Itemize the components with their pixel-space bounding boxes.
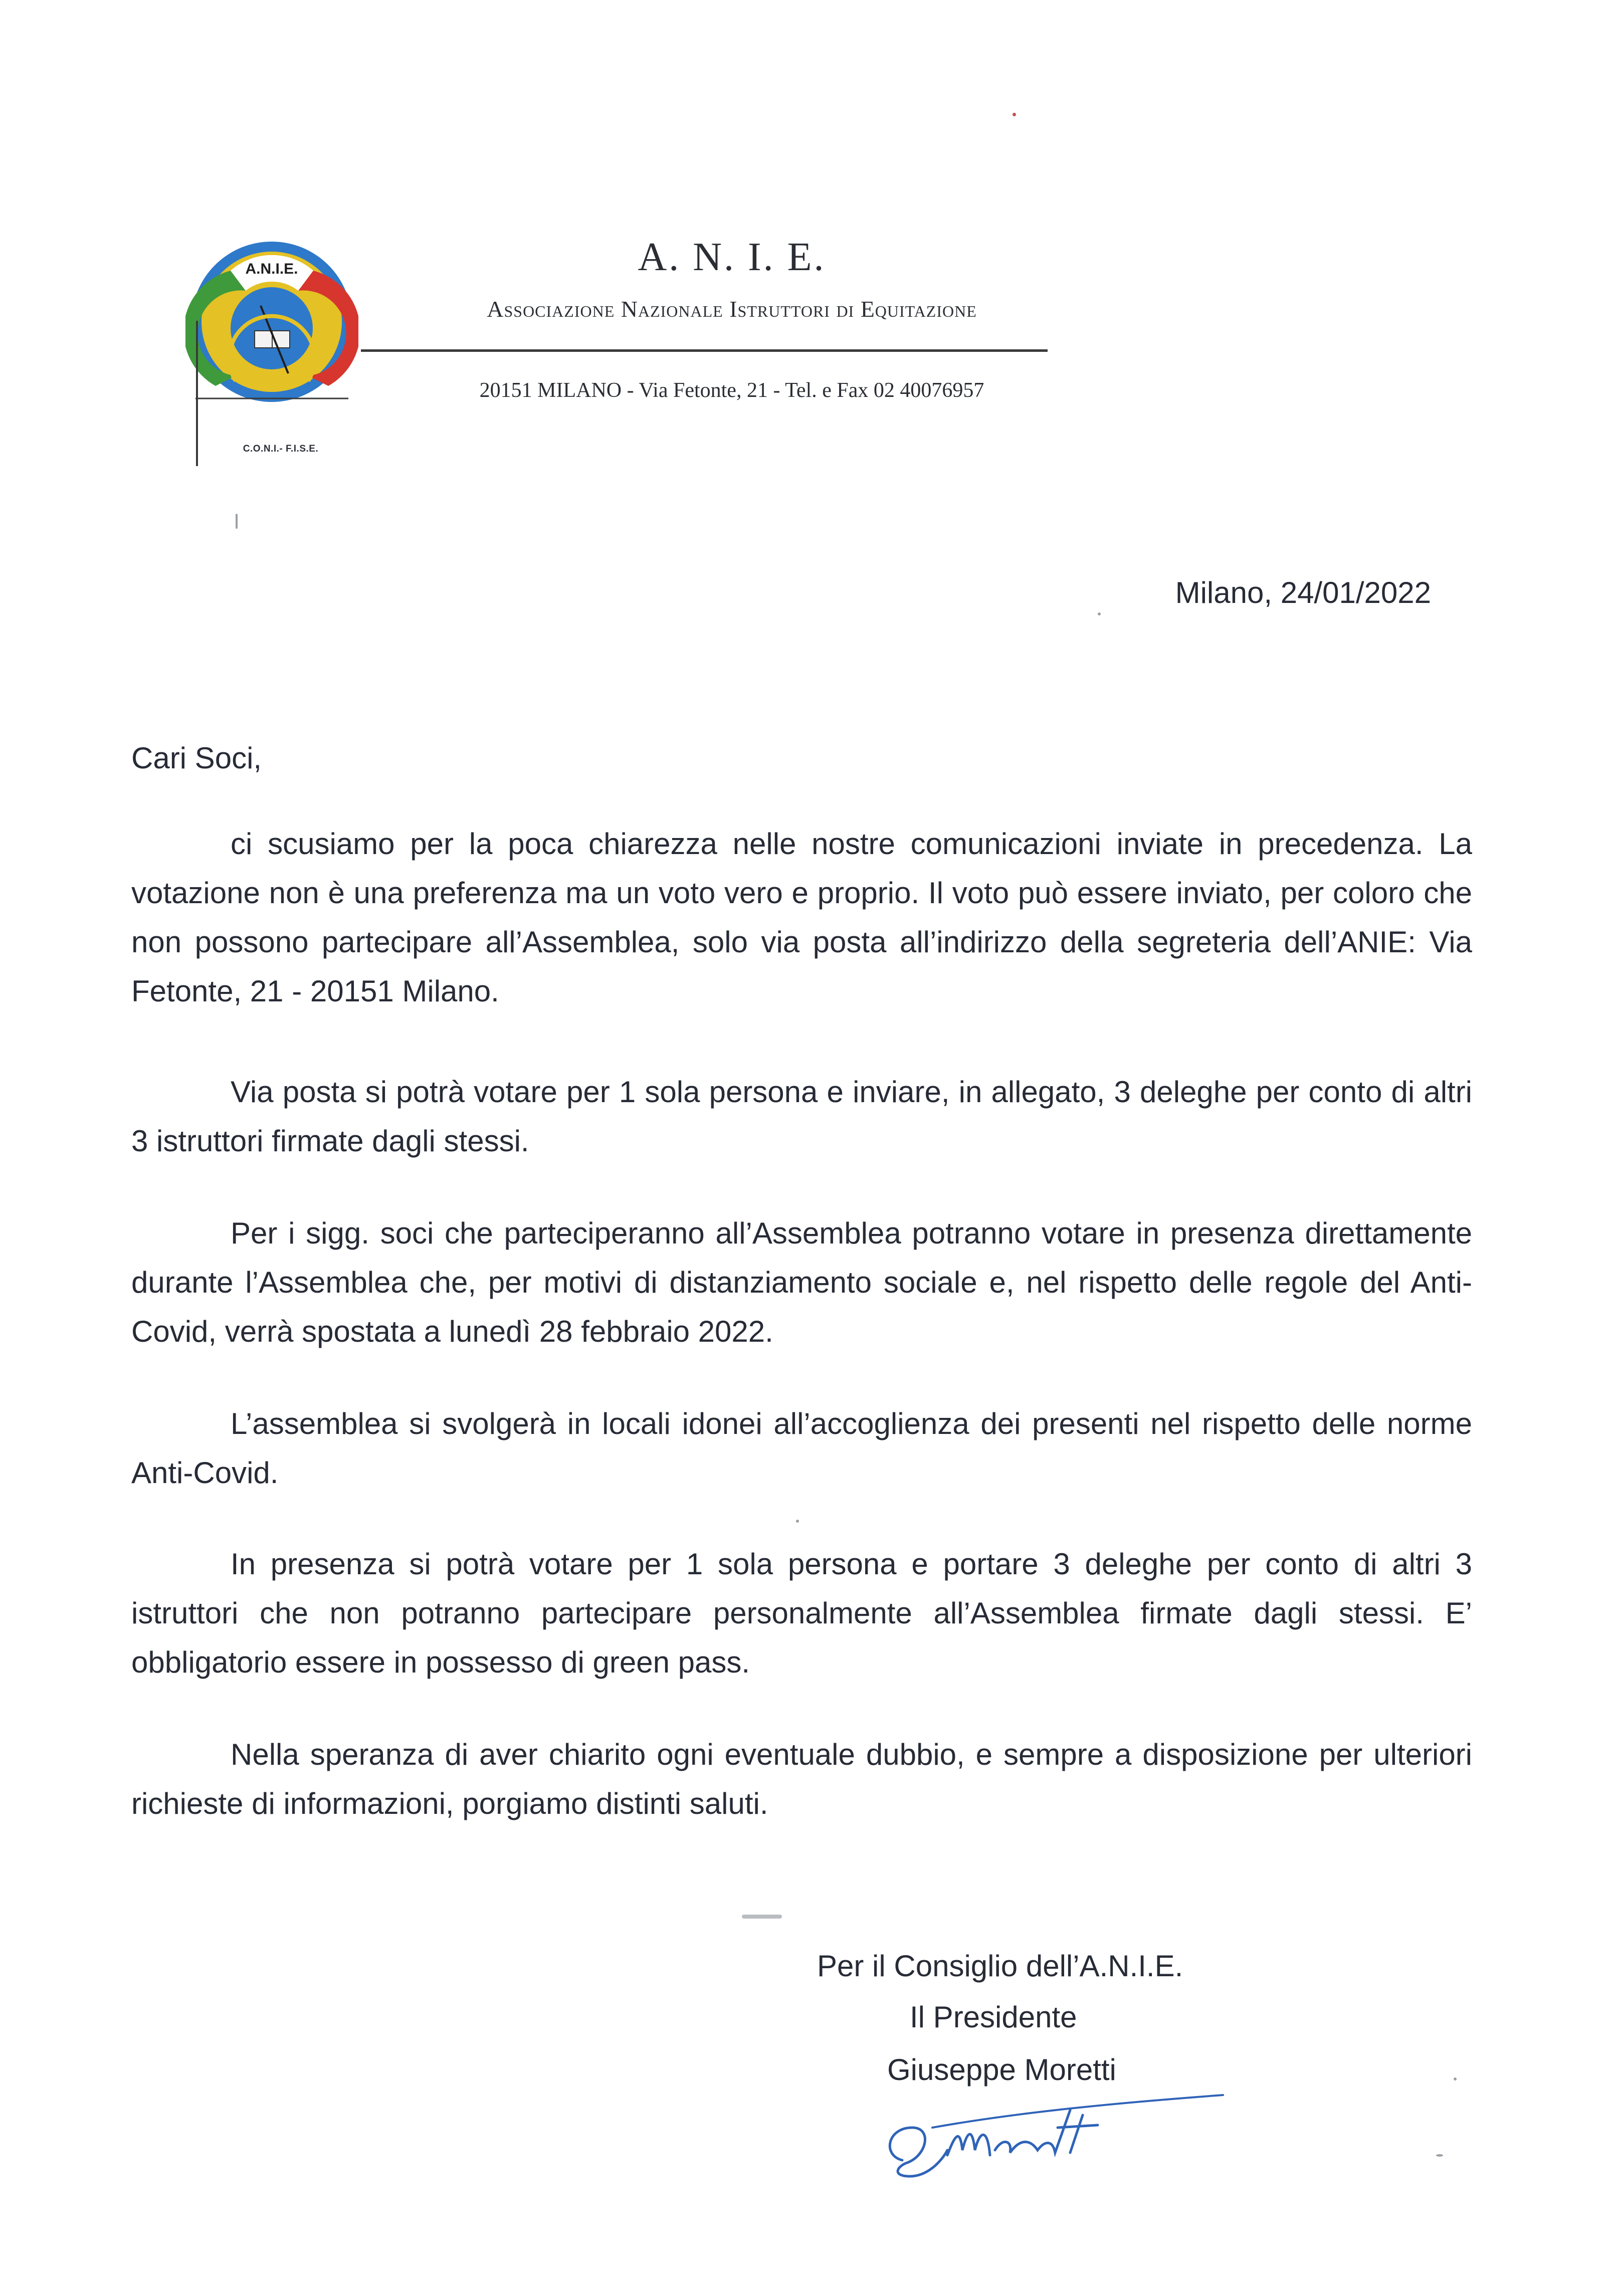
letter-paragraph-4: L’assemblea si svolgerà in locali idonei all’accoglienza dei presenti nel rispetto delle norme Anti-Covid.: [131, 1407, 1472, 1490]
scan-speck: [1013, 113, 1016, 116]
scan-speck: [1436, 2154, 1443, 2157]
signature-underline: [932, 2095, 1223, 2128]
organization-name: Associazione Nazionale Istruttori di Equitazione: [487, 296, 977, 322]
organization-acronym: A. N. I. E.: [638, 235, 826, 279]
signature-title: Il Presidente: [910, 2000, 1077, 2034]
signature-stroke-g: [890, 2128, 947, 2176]
letter-greeting: Cari Soci,: [131, 741, 262, 775]
scan-speck: [742, 1915, 782, 1919]
scan-speck: [1454, 2077, 1457, 2080]
letter-paragraph-3: Per i sigg. soci che parteciperanno all’Assemblea potranno votare in presenza direttamente durante l’Assemblea che, per motivi di distanziamento sociale e, nel rispetto delle regole del Anti-Covid, verrà spostata a lunedì 28 febbraio 2022.: [131, 1216, 1472, 1348]
logo-badge-text: A.N.I.E.: [245, 261, 298, 277]
signature-council-line: Per il Consiglio dell’A.N.I.E.: [817, 1949, 1183, 1983]
signature-stroke-m: [947, 2134, 990, 2155]
handwritten-signature: [872, 2080, 1233, 2185]
logo-caption: C.O.N.I.- F.I.S.E.: [243, 444, 319, 454]
letter-date: Milano, 24/01/2022: [1175, 576, 1431, 609]
signature-name: Giuseppe Moretti: [887, 2053, 1116, 2086]
letter-paragraph-1: ci scusiamo per la poca chiarezza nelle nostre comunicazioni inviate in precedenza. La votazione non è una preferenza ma un voto vero e proprio. Il voto può essere inviato, per coloro che non possono partecipare all’Assemblea, solo via posta all’indirizzo della segreteria dell’ANIE: Via Fetonte, 21 - 20151 Milano.: [131, 827, 1472, 1008]
scan-speck: [796, 1520, 799, 1523]
letter-paragraph-5: In presenza si potrà votare per 1 sola persona e portare 3 deleghe per conto di altri 3 istruttori che non potranno partecipare personalmente all’Assemblea firmate dagli stessi. E’ obbligatorio essere in possesso di green pass.: [131, 1547, 1472, 1679]
scan-speck: [1098, 612, 1101, 615]
organization-address: 20151 MILANO - Via Fetonte, 21 - Tel. e Fax 02 40076957: [479, 379, 984, 402]
anie-logo: [185, 236, 358, 471]
scan-speck: [236, 514, 238, 529]
letterhead-vertical-rule: [196, 321, 198, 466]
letterhead-horizontal-rule: [361, 349, 1048, 352]
letter-paragraph-2: Via posta si potrà votare per 1 sola persona e inviare, in allegato, 3 deleghe per conto di altri 3 istruttori firmate dagli stessi.: [131, 1075, 1472, 1158]
letter-paragraph-6: Nella speranza di aver chiarito ogni eventuale dubbio, e sempre a disposizione per ulteriori richieste di informazioni, porgiamo distinti saluti.: [131, 1738, 1472, 1820]
